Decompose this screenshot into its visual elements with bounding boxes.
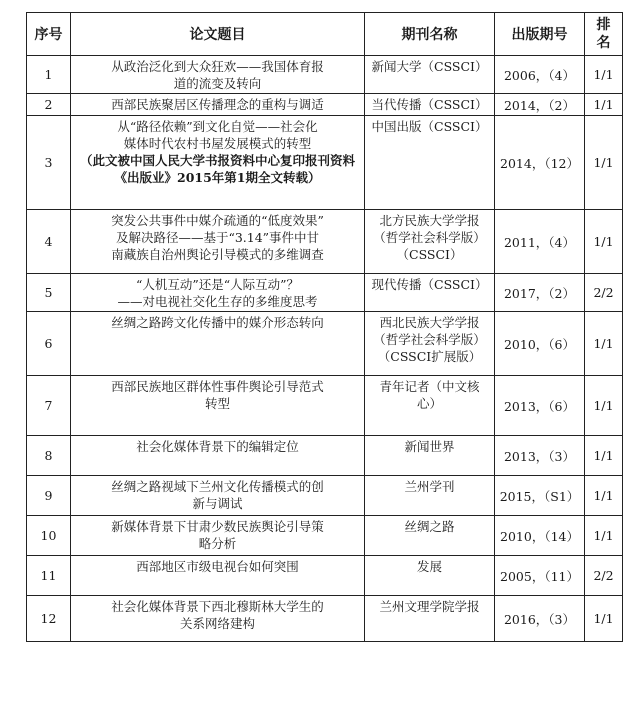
paper-title-line: 关系网络建构 [179, 616, 255, 631]
journal-name-line: 心） [416, 396, 442, 411]
publication-issue: 2005，（11） [495, 556, 585, 596]
author-rank: 1/1 [585, 516, 623, 556]
journal-name [365, 94, 495, 116]
journal-name-line: （CSSCI） [396, 247, 463, 262]
header-journal: 期刊名称 [365, 13, 495, 56]
journal-name [365, 436, 495, 476]
journal-name-line: 发展 [416, 559, 442, 574]
journal-name-line: 新闻世界 [404, 439, 455, 454]
paper-title [71, 116, 365, 210]
journal-name [365, 556, 495, 596]
paper-title-line: 从政治泛化到大众狂欢——我国体育报 [111, 59, 324, 74]
journal-name-line: （CSSCI扩展版） [377, 349, 482, 364]
journal-name-line: （哲学社会科学版） [373, 230, 486, 245]
table-row [27, 516, 623, 556]
author-rank: 1/1 [585, 56, 623, 94]
row-number: 12 [27, 596, 71, 642]
row-number: 11 [27, 556, 71, 596]
row-number: 4 [27, 210, 71, 274]
table-row [27, 596, 623, 642]
table-row [27, 436, 623, 476]
table-row [27, 556, 623, 596]
paper-title-line: 转型 [204, 396, 230, 411]
paper-title-line: 略分析 [198, 536, 237, 551]
paper-title [71, 56, 365, 94]
table-row [27, 274, 623, 312]
table-header-row [27, 13, 623, 56]
journal-name-line: 新闻大学（CSSCI） [371, 59, 488, 74]
paper-title-line: 道的流变及转向 [173, 76, 262, 91]
author-rank: 1/1 [585, 376, 623, 436]
author-rank: 1/1 [585, 94, 623, 116]
publication-issue: 2016，（3） [495, 596, 585, 642]
journal-name-line: 丝绸之路 [404, 519, 455, 534]
paper-title-line: “人机互动”还是“人际互动”？ [135, 277, 300, 292]
paper-title-line: 西部民族聚居区传播理念的重构与调适 [111, 97, 324, 112]
publication-issue: 2010，（14） [495, 516, 585, 556]
row-number: 1 [27, 56, 71, 94]
row-number: 5 [27, 274, 71, 312]
publication-issue: 2017，（2） [495, 274, 585, 312]
journal-name-line: 现代传播（CSSCI） [371, 277, 488, 292]
journal-name [365, 596, 495, 642]
author-rank: 2/2 [585, 556, 623, 596]
row-number: 3 [27, 116, 71, 210]
table-row [27, 94, 623, 116]
author-rank: 1/1 [585, 436, 623, 476]
author-rank: 2/2 [585, 274, 623, 312]
table-row [27, 210, 623, 274]
header-issue: 出版期号 [495, 13, 585, 56]
table-row [27, 116, 623, 210]
journal-name-line: 中国出版（CSSCI） [371, 119, 488, 134]
journal-name [365, 312, 495, 376]
paper-title-line: 社会化媒体背景下西北穆斯林大学生的 [111, 599, 324, 614]
paper-title [71, 312, 365, 376]
journal-name-line: （哲学社会科学版） [373, 332, 486, 347]
publication-issue: 2013，（6） [495, 376, 585, 436]
journal-name-line: 西北民族大学学报 [379, 315, 480, 330]
journal-name [365, 56, 495, 94]
journal-name [365, 116, 495, 210]
publication-issue: 2013，（3） [495, 436, 585, 476]
paper-title-line: 新与调试 [192, 496, 243, 511]
publication-issue: 2006，（4） [495, 56, 585, 94]
journal-name [365, 274, 495, 312]
header-rank: 排 名 [585, 13, 623, 56]
journal-name-line: 北方民族大学学报 [379, 213, 480, 228]
journal-name-line: 青年记者（中文核 [379, 379, 480, 394]
paper-title [71, 516, 365, 556]
table-row [27, 476, 623, 516]
publication-issue: 2010，（6） [495, 312, 585, 376]
paper-title-line: 丝绸之路跨文化传播中的媒介形态转向 [111, 315, 324, 330]
paper-title [71, 94, 365, 116]
paper-title [71, 210, 365, 274]
paper-title-line: 及解决路径——基于“3.14”事件中甘 [115, 230, 320, 245]
table-row [27, 312, 623, 376]
paper-title-line: 南藏族自治州舆论引导模式的多维调查 [111, 247, 324, 262]
author-rank: 1/1 [585, 210, 623, 274]
paper-title-line: 从“路径依赖”到文化自觉——社会化 [117, 119, 318, 134]
publication-issue: 2014，（12） [495, 116, 585, 210]
paper-title-line: 西部地区市级电视台如何突围 [136, 559, 299, 574]
journal-name [365, 376, 495, 436]
paper-title [71, 556, 365, 596]
paper-title [71, 274, 365, 312]
publication-issue: 2011，（4） [495, 210, 585, 274]
row-number: 8 [27, 436, 71, 476]
journal-name-line: 兰州文理学院学报 [379, 599, 480, 614]
publication-issue: 2014，（2） [495, 94, 585, 116]
papers-table [26, 12, 623, 642]
journal-name-line: 当代传播（CSSCI） [371, 97, 488, 112]
journal-name [365, 476, 495, 516]
paper-title-line: 突发公共事件中媒介疏通的“低度效果” [111, 213, 324, 228]
journal-name-line: 兰州学刊 [404, 479, 455, 494]
paper-title [71, 476, 365, 516]
publication-issue: 2015，（S1） [495, 476, 585, 516]
paper-title-line: 社会化媒体背景下的编辑定位 [136, 439, 299, 454]
journal-name [365, 516, 495, 556]
row-number: 9 [27, 476, 71, 516]
paper-title [71, 596, 365, 642]
table-row [27, 376, 623, 436]
journal-name [365, 210, 495, 274]
paper-title [71, 436, 365, 476]
author-rank: 1/1 [585, 596, 623, 642]
author-rank: 1/1 [585, 116, 623, 210]
row-number: 10 [27, 516, 71, 556]
paper-title [71, 376, 365, 436]
paper-title-line: 新媒体背景下甘肃少数民族舆论引导策 [111, 519, 324, 534]
header-title: 论文题目 [71, 13, 365, 56]
table-row [27, 56, 623, 94]
author-rank: 1/1 [585, 312, 623, 376]
paper-title-line: ——对电视社交化生存的多维度思考 [117, 294, 318, 309]
row-number: 2 [27, 94, 71, 116]
paper-title-line: 西部民族地区群体性事件舆论引导范式 [111, 379, 324, 394]
header-no: 序号 [27, 13, 71, 56]
paper-title-line: 媒体时代农村书屋发展模式的转型 [123, 136, 312, 151]
row-number: 7 [27, 376, 71, 436]
author-rank: 1/1 [585, 476, 623, 516]
row-number: 6 [27, 312, 71, 376]
paper-title-line: 丝绸之路视域下兰州文化传播模式的创 [111, 479, 324, 494]
paper-reprint-note: （此文被中国人民大学书报资料中心复印报刊资料《出版业》2015年第1期全文转载） [79, 153, 355, 185]
